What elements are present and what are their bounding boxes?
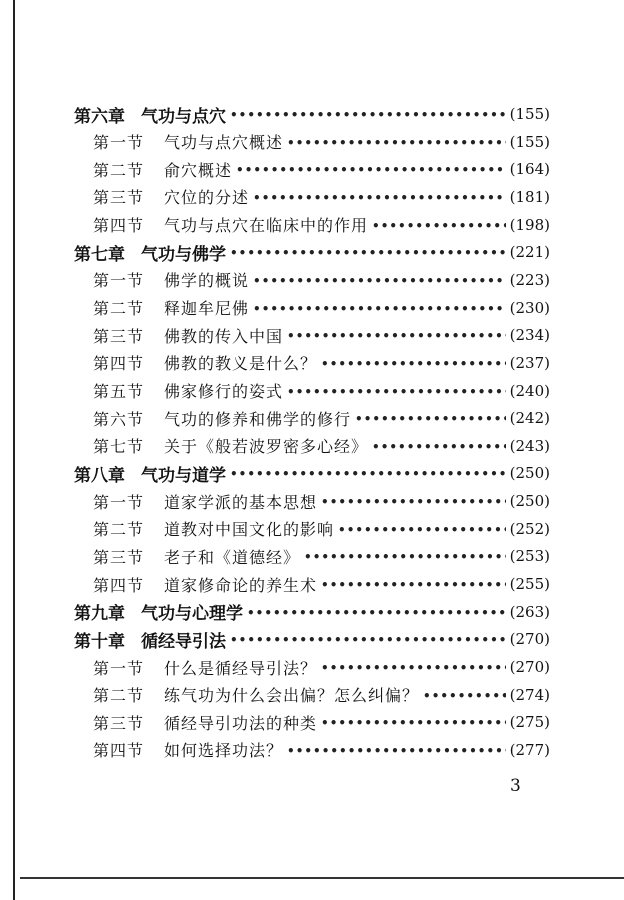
entry-title: 如何选择功法？: [164, 741, 284, 761]
toc-section-entry[interactable]: [93, 295, 550, 321]
leader-dots: [321, 495, 506, 509]
entry-label: 第三节: [93, 326, 145, 346]
leader-dots: [321, 661, 506, 675]
entry-page: (270): [509, 658, 550, 676]
entry-label: 第一节: [93, 492, 145, 512]
entry-page: (252): [509, 519, 550, 538]
toc-section-entry[interactable]: [93, 488, 550, 514]
entry-label: 第二节: [93, 520, 145, 540]
entry-title: 练气功为什么会出偏？怎么纠偏？: [164, 686, 420, 706]
entry-title: 气功与点穴概述: [164, 133, 284, 153]
toc-section-entry[interactable]: [93, 433, 550, 459]
toc-section-entry[interactable]: [93, 571, 550, 597]
entry-page: (155): [509, 105, 550, 123]
toc-chapter-entry[interactable]: [74, 101, 550, 127]
entry-page: (240): [509, 381, 550, 400]
entry-page: (255): [509, 575, 550, 594]
entry-label: 第九章: [74, 604, 125, 625]
entry-page: (243): [509, 436, 550, 455]
entry-page: (221): [509, 243, 550, 262]
entry-label: 第七章: [74, 244, 125, 265]
leader-dots: [355, 412, 506, 426]
entry-title: 循经导引法: [141, 631, 226, 652]
toc-chapter-entry[interactable]: [74, 626, 550, 652]
entry-title: 道家学派的基本思想: [164, 492, 318, 512]
entry-title: 关于《般若波罗密多心经》: [164, 437, 369, 457]
toc-section-entry[interactable]: [93, 156, 550, 182]
toc-chapter-entry[interactable]: [74, 599, 550, 625]
entry-label: 第二节: [93, 160, 145, 180]
toc-section-entry[interactable]: [93, 322, 550, 348]
entry-title: 什么是循经导引法？: [164, 658, 318, 678]
leader-dots: [287, 744, 506, 758]
leader-dots: [321, 716, 506, 730]
entry-page: (242): [509, 409, 550, 428]
toc-section-entry[interactable]: [93, 378, 550, 404]
entry-label: 第七节: [93, 437, 145, 457]
entry-page: (263): [509, 602, 550, 621]
leader-dots: [287, 329, 506, 343]
entry-label: 第五节: [93, 382, 145, 401]
toc-section-entry[interactable]: [93, 350, 550, 376]
leader-dots: [372, 440, 506, 454]
leader-dots: [287, 385, 506, 399]
entry-label: 第十章: [74, 631, 125, 652]
entry-title: 气功与点穴: [141, 106, 226, 127]
toc-section-entry[interactable]: [93, 654, 550, 680]
leader-dots: [253, 302, 506, 316]
leader-dots: [287, 136, 506, 150]
entry-label: 第六节: [93, 409, 145, 429]
entry-title: 气功的修养和佛学的修行: [164, 409, 352, 429]
leader-dots: [321, 578, 506, 592]
entry-label: 第三节: [93, 188, 145, 208]
entry-title: 道家修命论的养生术: [164, 575, 318, 595]
entry-page: (223): [509, 270, 550, 289]
entry-page: (275): [509, 713, 550, 732]
footer-rule: [20, 877, 624, 879]
entry-label: 第四节: [93, 354, 145, 374]
entry-title: 释迦牟尼佛: [164, 299, 250, 319]
entry-page: (198): [509, 215, 550, 234]
leader-dots: [304, 550, 506, 564]
entry-title: 佛学的概说: [164, 271, 250, 291]
entry-title: 佛家修行的姿式: [164, 382, 284, 401]
entry-label: 第二节: [93, 299, 145, 319]
page-number: 3: [510, 776, 521, 796]
entry-title: 气功与心理学: [141, 604, 243, 625]
entry-title: 道教对中国文化的影响: [164, 520, 335, 540]
toc-section-entry[interactable]: [93, 682, 550, 708]
entry-page: (270): [509, 630, 550, 649]
leader-dots: [372, 219, 506, 233]
leader-dots: [230, 467, 506, 481]
toc-section-entry[interactable]: [93, 543, 550, 569]
leader-dots: [338, 523, 506, 537]
entry-page: (253): [509, 547, 550, 566]
toc-section-entry[interactable]: [93, 129, 550, 155]
entry-page: (230): [509, 298, 550, 317]
entry-label: 第二节: [93, 686, 145, 706]
entry-page: (164): [509, 160, 550, 179]
leader-dots: [253, 191, 506, 205]
entry-title: 佛教的传入中国: [164, 326, 284, 346]
leader-dots: [230, 246, 506, 260]
toc-chapter-entry[interactable]: [74, 460, 550, 486]
leader-dots: [423, 689, 506, 703]
entry-page: (237): [509, 353, 550, 372]
entry-label: 第四节: [93, 216, 145, 236]
entry-title: 佛教的教义是什么？: [164, 354, 318, 374]
toc-section-entry[interactable]: [93, 267, 550, 293]
leader-dots: [236, 163, 506, 177]
entry-title: 穴位的分述: [164, 188, 250, 208]
entry-page: (181): [509, 187, 550, 206]
toc-section-entry[interactable]: [93, 184, 550, 210]
entry-title: 气功与点穴在临床中的作用: [164, 216, 369, 236]
toc-section-entry[interactable]: [93, 212, 550, 238]
toc-section-entry[interactable]: [93, 405, 550, 431]
entry-label: 第四节: [93, 575, 145, 595]
entry-label: 第四节: [93, 741, 145, 761]
leader-dots: [230, 633, 506, 647]
toc-chapter-entry[interactable]: [74, 239, 550, 265]
leader-dots: [230, 108, 506, 122]
leader-dots: [253, 274, 506, 288]
leader-dots: [247, 606, 506, 620]
entry-title: 气功与佛学: [141, 244, 226, 265]
entry-page: (274): [509, 685, 550, 704]
entry-title: 老子和《道德经》: [164, 547, 301, 567]
entry-label: 第一节: [93, 271, 145, 291]
entry-page: (250): [509, 464, 550, 483]
entry-page: (250): [509, 492, 550, 511]
toc-section-entry[interactable]: [93, 709, 550, 735]
leader-dots: [321, 357, 506, 371]
entry-page: (155): [509, 132, 550, 151]
entry-title: 循经导引功法的种类: [164, 713, 318, 733]
entry-page: (234): [509, 326, 550, 345]
entry-label: 第一节: [93, 658, 145, 678]
toc-section-entry[interactable]: [93, 516, 550, 542]
entry-title: 气功与道学: [141, 465, 226, 486]
entry-title: 俞穴概述: [164, 160, 233, 180]
toc-section-entry[interactable]: [93, 737, 550, 763]
entry-label: 第三节: [93, 713, 145, 733]
entry-label: 第三节: [93, 547, 145, 567]
entry-label: 第一节: [93, 133, 145, 153]
entry-label: 第八章: [74, 465, 125, 486]
entry-label: 第六章: [74, 106, 125, 127]
entry-page: (277): [509, 740, 550, 759]
